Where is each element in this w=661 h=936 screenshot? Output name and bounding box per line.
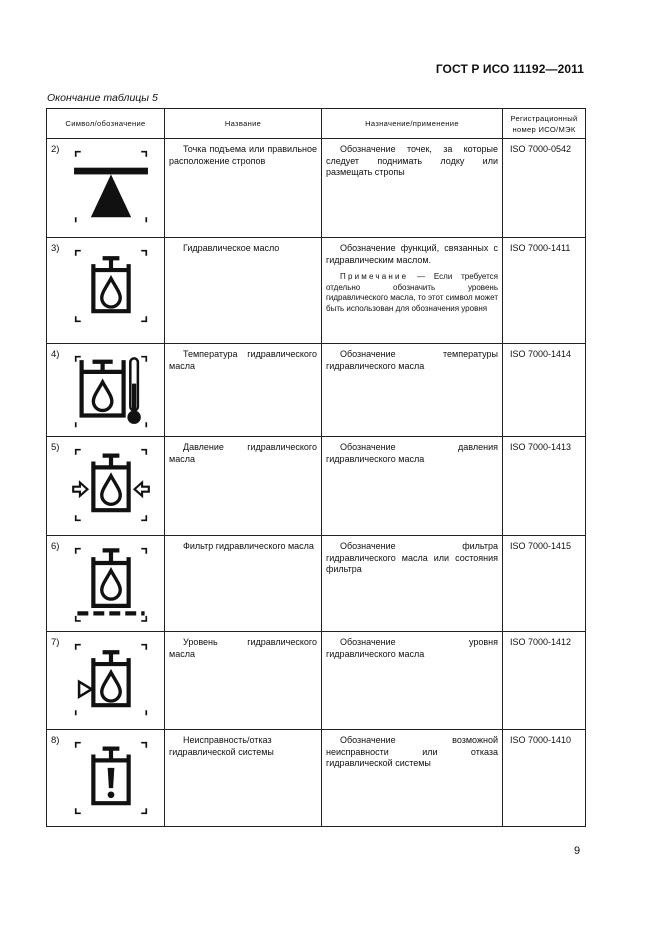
registration-cell — [503, 344, 586, 437]
row-name: Уровень гидравлического масла — [169, 637, 317, 659]
hydraulic-oil-filter-icon — [69, 542, 153, 626]
symbol-cell — [47, 238, 165, 344]
name-cell — [165, 632, 322, 730]
row-number: 7) — [51, 637, 60, 648]
table-row — [47, 536, 586, 632]
row-purpose: Обозначение возможной неисправности или отказа гидравлической системы — [326, 735, 498, 768]
column-header-purpose: Назначение/применение — [322, 109, 503, 139]
purpose-cell — [322, 139, 503, 238]
purpose-cell — [322, 344, 503, 437]
purpose-cell — [322, 730, 503, 827]
row-purpose: Обозначение уровня гидравлического масла — [326, 637, 498, 659]
row-purpose: Обозначение точек, за которые следует поднимать лодку или размещать стропы — [326, 144, 498, 177]
row-number: 4) — [51, 349, 60, 360]
table-row — [47, 730, 586, 827]
table-row — [47, 632, 586, 730]
table-header-row — [47, 109, 586, 139]
column-header-symbol: Символ/обозначение — [47, 109, 165, 139]
symbol-cell — [47, 536, 165, 632]
table-row — [47, 344, 586, 437]
name-cell — [165, 139, 322, 238]
hydraulic-system-failure-icon — [69, 736, 153, 820]
table-row — [47, 437, 586, 536]
purpose-cell — [322, 632, 503, 730]
hydraulic-oil-level-icon — [69, 638, 153, 722]
registration-cell — [503, 536, 586, 632]
name-cell — [165, 437, 322, 536]
table-row — [47, 139, 586, 238]
name-cell — [165, 238, 322, 344]
symbol-cell — [47, 344, 165, 437]
registration-cell — [503, 238, 586, 344]
row-number: 3) — [51, 243, 60, 254]
row-registration: ISO 7000-1412 — [510, 637, 572, 647]
registration-cell — [503, 632, 586, 730]
row-name: Давление гидравлического масла — [169, 442, 317, 464]
note-text: — Если требуется отдельно обозначить уровень гидравлического масла, то этот символ может быть использован для обозначения уровня — [326, 272, 498, 313]
symbol-cell — [47, 139, 165, 238]
row-number: 6) — [51, 541, 60, 552]
symbol-cell — [47, 437, 165, 536]
row-registration: ISO 7000-1415 — [510, 541, 572, 551]
row-registration: ISO 7000-1410 — [510, 735, 572, 745]
registration-cell — [503, 437, 586, 536]
row-name: Точка подъема или правильное расположение стропов — [169, 144, 317, 166]
row-number: 8) — [51, 735, 60, 746]
symbol-cell — [47, 632, 165, 730]
row-registration: ISO 7000-1414 — [510, 349, 572, 359]
hydraulic-oil-pressure-icon — [69, 443, 153, 527]
hydraulic-oil-temperature-icon — [69, 350, 153, 434]
note-label: Примечание — [340, 272, 409, 281]
registration-cell — [503, 730, 586, 827]
column-header-registration: Регистрационный номер ИСО/МЭК — [503, 109, 586, 139]
name-cell — [165, 730, 322, 827]
row-registration: ISO 7000-1411 — [510, 243, 571, 253]
table-row — [47, 238, 586, 344]
purpose-cell — [322, 238, 503, 344]
row-purpose: Обозначение давления гидравлического масла — [326, 442, 498, 464]
row-name: Неисправность/отказ гидравлической системы — [169, 735, 274, 757]
registration-cell — [503, 139, 586, 238]
row-note — [326, 272, 498, 314]
row-purpose: Обозначение температуры гидравлического масла — [326, 349, 498, 371]
name-cell — [165, 344, 322, 437]
purpose-cell — [322, 536, 503, 632]
column-header-name: Название — [165, 109, 322, 139]
row-number: 5) — [51, 442, 60, 453]
hydraulic-oil-icon — [69, 244, 153, 328]
document-header: ГОСТ Р ИСО 11192—2011 — [435, 62, 584, 76]
symbol-cell — [47, 730, 165, 827]
row-name: Фильтр гидравлического масла — [183, 541, 314, 551]
table-caption: Окончание таблицы 5 — [47, 92, 158, 104]
row-name: Температура гидравлического масла — [169, 349, 317, 371]
row-name: Гидравлическое масло — [183, 243, 280, 253]
lifting-point-icon — [69, 145, 153, 229]
row-registration: ISO 7000-1413 — [510, 442, 572, 452]
row-purpose: Обозначение функций, связанных с гидравлическим маслом. — [326, 243, 498, 265]
purpose-cell — [322, 437, 503, 536]
row-number: 2) — [51, 144, 60, 155]
row-registration: ISO 7000-0542 — [510, 144, 572, 154]
name-cell — [165, 536, 322, 632]
page-number: 9 — [574, 845, 581, 857]
symbols-table — [46, 108, 586, 827]
row-purpose: Обозначение фильтра гидравлического масла или состояния фильтра — [326, 541, 498, 574]
